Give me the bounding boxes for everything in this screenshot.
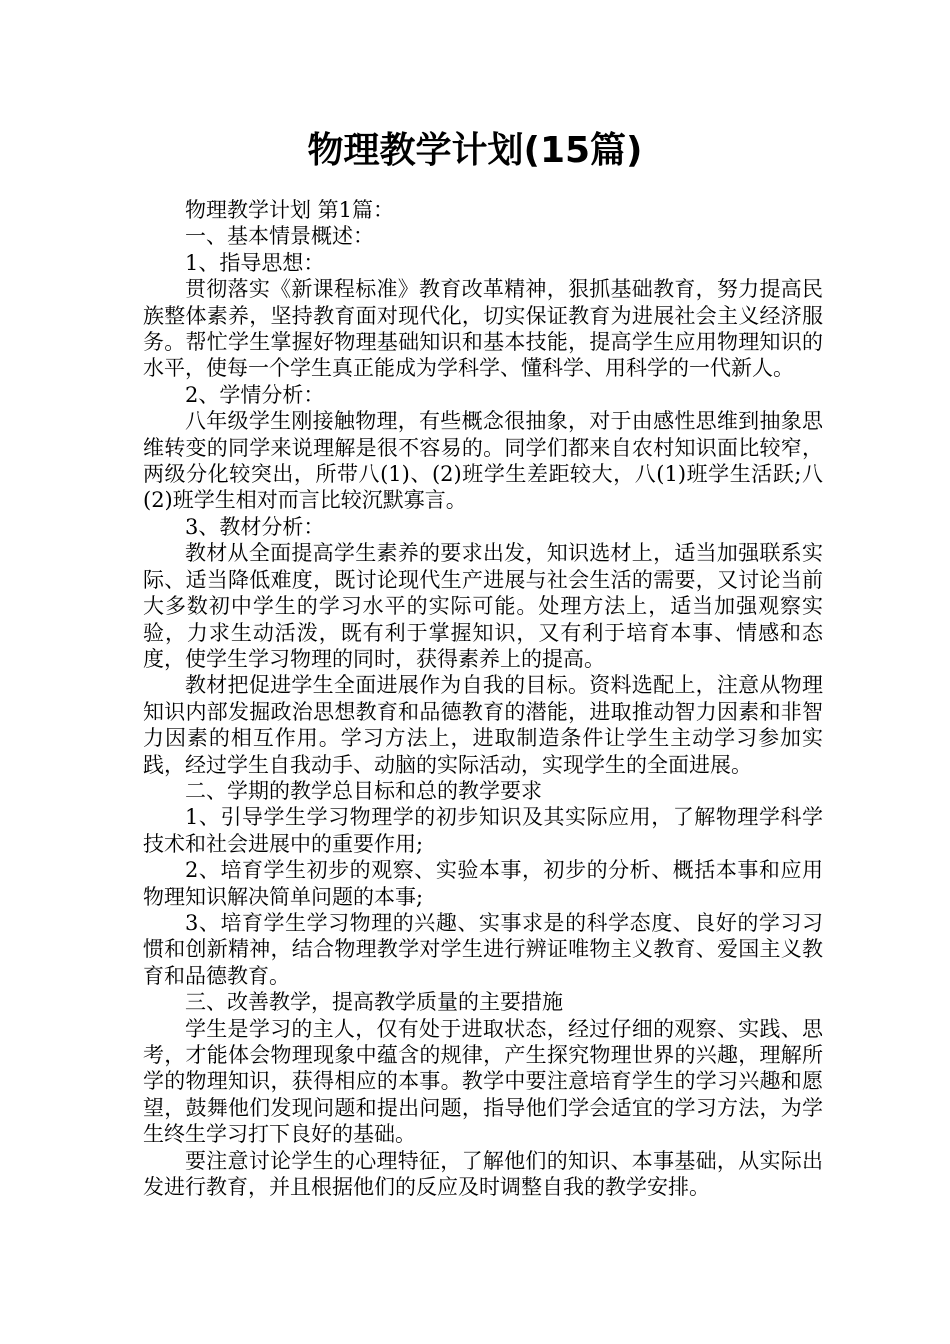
paragraph: 八年级学生刚接触物理，有些概念很抽象，对于由感性思维到抽象思维转变的同学来说理解是很不容易的。同学们都来自农村知识面比较窄，两级分化较突出，所带八(1)、(2)班学生差距较大，八(1)班学生活跃;八(2)班学生相对而言比较沉默寡言。	[143, 409, 823, 513]
document-body	[143, 197, 823, 1200]
list-item: 2、培育学生初步的观察、实验本事，初步的分析、概括本事和应用物理知识解决简单问题的本事;	[143, 858, 823, 909]
paragraph: 贯彻落实《新课程标准》教育改革精神，狠抓基础教育，努力提高民族整体素养，坚持教育面对现代化，切实保证教育为进展社会主义经济服务。帮忙学生掌握好物理基础知识和基本技能，提高学生应用物理知识的水平，使每一个学生真正能成为学科学、懂科学、用科学的一代新人。	[143, 277, 823, 381]
section-heading: 二、学期的教学总目标和总的教学要求	[185, 778, 542, 803]
paragraph: 要注意讨论学生的心理特征，了解他们的知识、本事基础，从实际出发进行教育，并且根据他们的反应及时调整自我的教学安排。	[143, 1148, 823, 1200]
paragraph: 学生是学习的主人，仅有处于进取状态，经过仔细的观察、实践、思考，才能体会物理现象中蕴含的规律，产生探究物理世界的兴趣，理解所学的物理知识，获得相应的本事。教学中要注意培育学生的学习兴趣和愿望，鼓舞他们发现问题和提出问题，指导他们学会适宜的学习方法，为学生终生学习打下良好的基础。	[143, 1016, 823, 1147]
page-title: 物理教学计划(15篇)	[307, 130, 643, 171]
list-item: 3、培育学生学习物理的兴趣、实事求是的科学态度、良好的学习习惯和创新精神，结合物理教学对学生进行辨证唯物主义教育、爱国主义教育和品德教育。	[143, 910, 823, 988]
section-heading: 一、基本情景概述：	[185, 224, 374, 249]
section-heading: 物理教学计划 第1篇：	[185, 198, 395, 222]
subsection-heading: 1、指导思想：	[185, 250, 325, 275]
list-item: 1、引导学生学习物理学的初步知识及其实际应用，了解物理学科学技术和社会进展中的重要作用;	[143, 805, 823, 856]
subsection-heading: 3、教材分析：	[185, 514, 325, 539]
section-heading: 三、改善教学，提高教学质量的主要措施	[185, 990, 563, 1015]
paragraph: 教材从全面提高学生素养的要求出发，知识选材上，适当加强联系实际、适当降低难度，既讨论现代生产进展与社会生活的需要，又讨论当前大多数初中学生的学习水平的实际可能。处理方法上，适当加强观察实验，力求生动活泼，既有利于掌握知识，又有利于培育本事、情感和态度，使学生学习物理的同时，获得素养上的提高。	[143, 541, 823, 671]
subsection-heading: 2、学情分析：	[185, 382, 325, 407]
paragraph: 教材把促进学生全面进展作为自我的目标。资料选配上，注意从物理知识内部发掘政治思想教育和品德教育的潜能，进取推动智力因素和非智力因素的相互作用。学习方法上，进取制造条件让学生主动学习参加实践，经过学生自我动手、动脑的实际活动，实现学生的全面进展。	[143, 673, 823, 777]
